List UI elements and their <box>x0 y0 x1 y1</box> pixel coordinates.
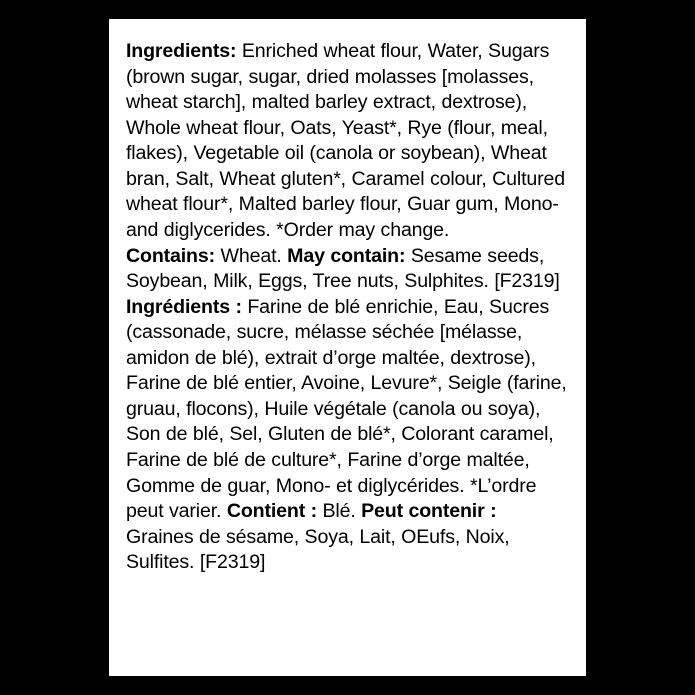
english-may-contain-heading: May contain: <box>287 244 406 267</box>
french-may-contain-body: Graines de sésame, Soya, Lait, OEufs, Noix, Sulfites. [F2319] <box>126 525 510 574</box>
english-contains-paragraph <box>126 244 569 295</box>
english-ingredients-heading: Ingredients: <box>126 40 237 62</box>
ingredients-text-block <box>126 39 569 576</box>
english-ingredients-paragraph <box>126 39 569 244</box>
english-may-contain-body: Sesame seeds, Soybean, Milk, Eggs, Tree nuts, Sulphites. [F2319] <box>126 244 560 293</box>
english-contains-body: Wheat. <box>215 244 288 267</box>
french-ingredients-heading: Ingrédients : <box>126 295 242 318</box>
french-may-contain-heading: Peut contenir : <box>361 500 497 523</box>
french-ingredients-paragraph <box>126 295 569 576</box>
french-contains-heading: Contient : <box>226 500 317 523</box>
french-ingredients-body: Farine de blé enrichie, Eau, Sucres (cassonade, sucre, mélasse séchée [mélasse, amidon de blé), extrait d’orge maltée, dextrose), Farine de blé entier, Avoine, Levure*, Seigle (farine, gruau, flocons), Huile végétale (canola ou soya), Son de blé, Sel, Gluten de blé*, Colorant caramel, Farine de blé de culture*, Farine d’orge maltée, Gomme de guar, Mono- et diglycérides. *L’ordre peut varier. <box>126 295 567 523</box>
english-ingredients-body: Enriched wheat flour, Water, Sugars (brown sugar, sugar, dried molasses [molasses, wheat starch], malted barley extract, dextrose), Whole wheat flour, Oats, Yeast*, Rye (flour, meal, flakes), Vegetable oil (canola or soybean), Wheat bran, Salt, Wheat gluten*, Caramel colour, Cultured wheat flour*, Malted barley flour, Guar gum, Mono- and diglycerides. *Order may change. <box>126 40 565 241</box>
ingredients-label-panel <box>109 19 586 676</box>
french-contains-body: Blé. <box>316 500 362 523</box>
english-contains-heading: Contains: <box>126 244 215 267</box>
